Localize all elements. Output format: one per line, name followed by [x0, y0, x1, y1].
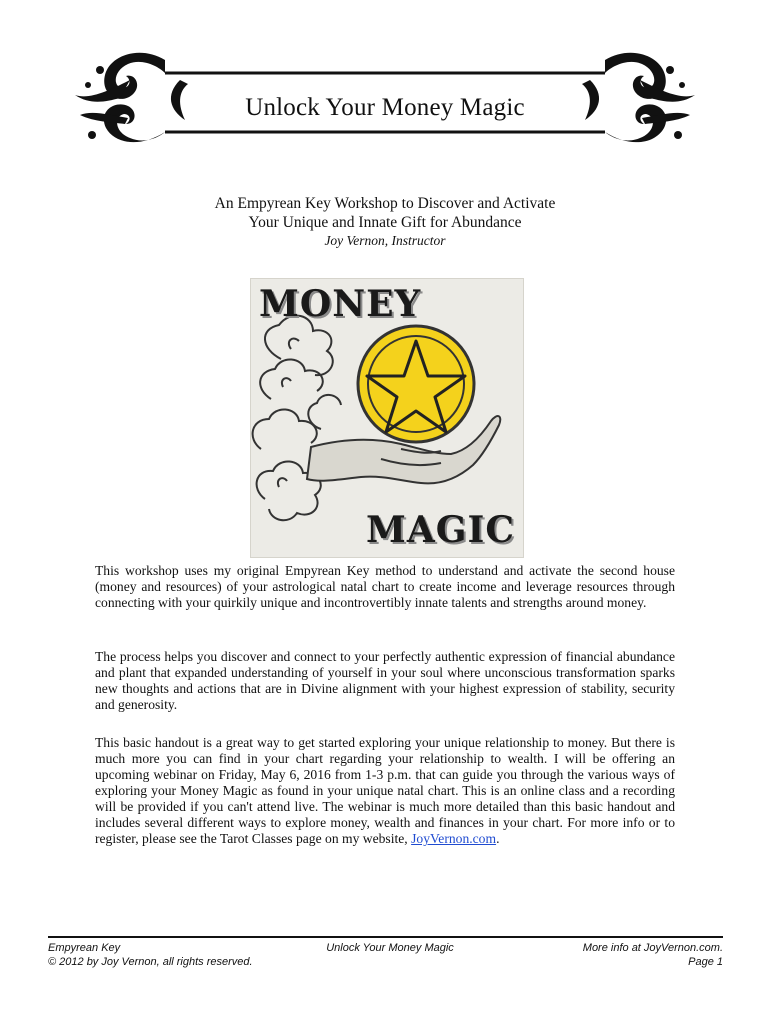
webinar-text: This basic handout is a great way to get started exploring your unique relationship to money. But there is much more you can find in your chart regarding your relationship to wealth. I will be offering an upcoming webinar on Friday, May 6, 2016 from 1-3 p.m. that can guide you through the various ways of exploring your Money Magic as found in your unique natal chart. This is an online class and a recording will be provided if you can't attend live. The webinar is much more detailed than this basic handout and includes several different ways to explore money, wealth and finances in your chart. For more info or to register, please see the Tarot Classes page on my website,	[95, 735, 675, 846]
subtitle-line-1: An Empyrean Key Workshop to Discover and Activate	[214, 195, 556, 212]
footer-title: Unlock Your Money Magic	[326, 942, 454, 954]
footer-info: More info at JoyVernon.com.	[582, 942, 723, 954]
webinar-text-end: .	[496, 831, 500, 846]
process-paragraph: The process helps you discover and connect to your perfectly authentic expression of financial abundance and plant that expanded understanding of yourself in your soul where unconscious transformation sparks new thoughts and actions that are in Divine alignment with your highest expression of stability, security and generosity.	[95, 649, 675, 712]
hero-word-money: MONEY	[259, 283, 422, 325]
footer-copyright: © 2012 by Joy Vernon, all rights reserved.	[48, 956, 253, 968]
footer-right	[583, 941, 723, 969]
header-banner	[70, 40, 700, 165]
subtitle-line-2: Your Unique and Innate Gift for Abundance	[248, 214, 522, 231]
page-number: Page 1	[688, 956, 723, 968]
webinar-paragraph	[95, 735, 675, 847]
workshop-subtitle	[0, 194, 770, 232]
instructor-credit: Joy Vernon, Instructor	[324, 233, 446, 248]
footer-divider	[48, 936, 723, 938]
footer-brand: Empyrean Key	[48, 942, 121, 954]
money-magic-illustration	[250, 278, 524, 558]
page-title: Unlock Your Money Magic	[245, 94, 525, 121]
hero-word-magic: MAGIC	[365, 509, 515, 551]
website-link[interactable]: JoyVernon.com	[411, 831, 497, 846]
intro-paragraph: This workshop uses my original Empyrean Key method to understand and activate the second house (money and resources) of your astrological natal chart to create income and leverage resources through connecting with your quirkily unique and incontrovertibly innate talents and strengths around money.	[95, 563, 675, 610]
footer-left	[48, 941, 253, 969]
